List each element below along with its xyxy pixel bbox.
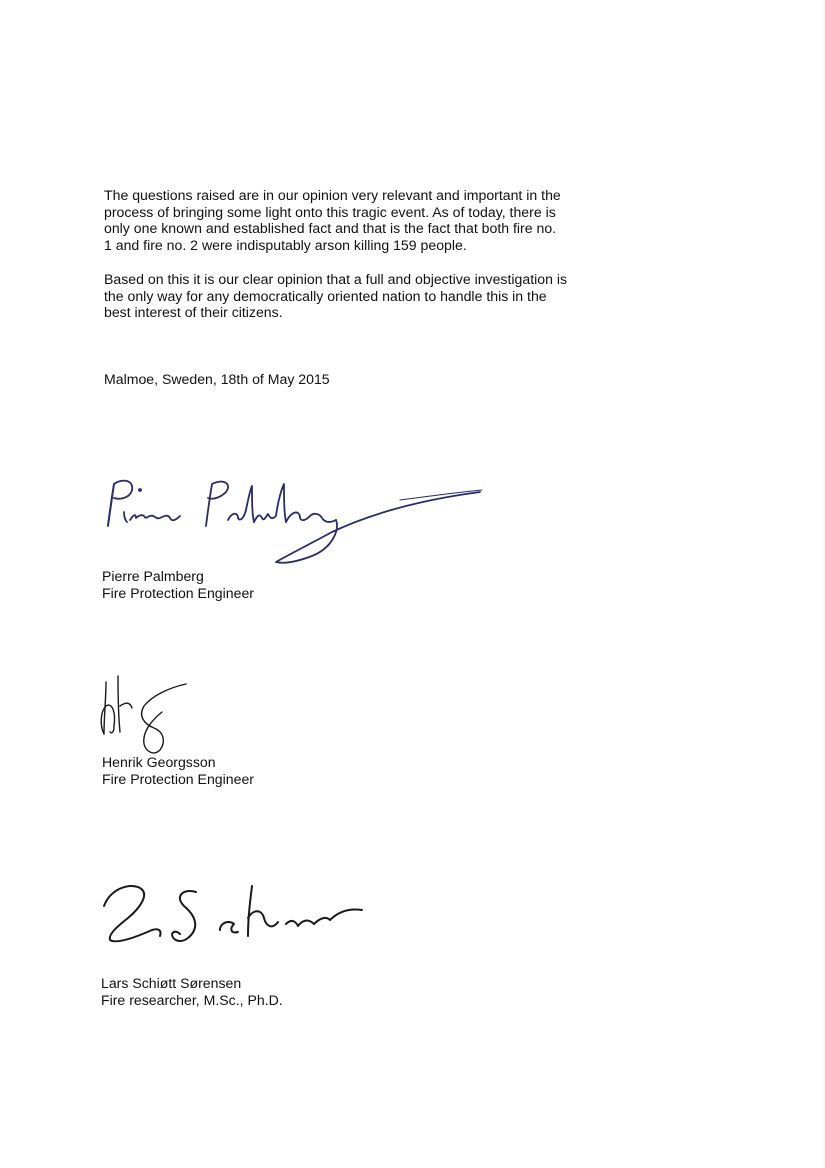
signature-lars-schiott-sorensen <box>100 878 370 956</box>
signatory-title: Fire researcher, M.Sc., Ph.D. <box>101 991 283 1008</box>
handwritten-signature-image <box>96 672 192 758</box>
paragraph-opinion <box>104 271 604 321</box>
paragraph-questions <box>104 187 604 253</box>
signatory-block-1 <box>102 568 254 601</box>
signatory-title: Fire Protection Engineer <box>102 770 254 787</box>
text-line: best interest of their citizens. <box>104 304 283 321</box>
signatory-name: Pierre Palmberg <box>102 568 204 584</box>
signatory-block-3 <box>101 975 283 1008</box>
text-line: The questions raised are in our opinion very relevant and important in the <box>104 187 561 203</box>
handwritten-signature-image <box>100 470 485 570</box>
signature-pierre-palmberg <box>100 470 485 570</box>
signature-henrik-georgsson <box>96 672 192 758</box>
text-line: 1 and fire no. 2 were indisputably arson killing 159 people. <box>104 236 467 253</box>
place-and-date: Malmoe, Sweden, 18th of May 2015 <box>104 371 330 387</box>
signatory-name: Lars Schiøtt Sørensen <box>101 975 242 991</box>
text-line: the only way for any democratically oriented nation to handle this in the <box>104 287 547 304</box>
text-line: process of bringing some light onto this tragic event. As of today, there is <box>104 203 556 220</box>
signatory-name: Henrik Georgsson <box>102 754 216 770</box>
signatory-title: Fire Protection Engineer <box>102 584 254 601</box>
text-line: Based on this it is our clear opinion that a full and objective investigation is <box>104 271 568 287</box>
text-line: only one known and established fact and that is the fact that both fire no. <box>104 220 557 237</box>
signatory-block-2 <box>102 754 254 787</box>
handwritten-signature-image <box>100 878 370 956</box>
